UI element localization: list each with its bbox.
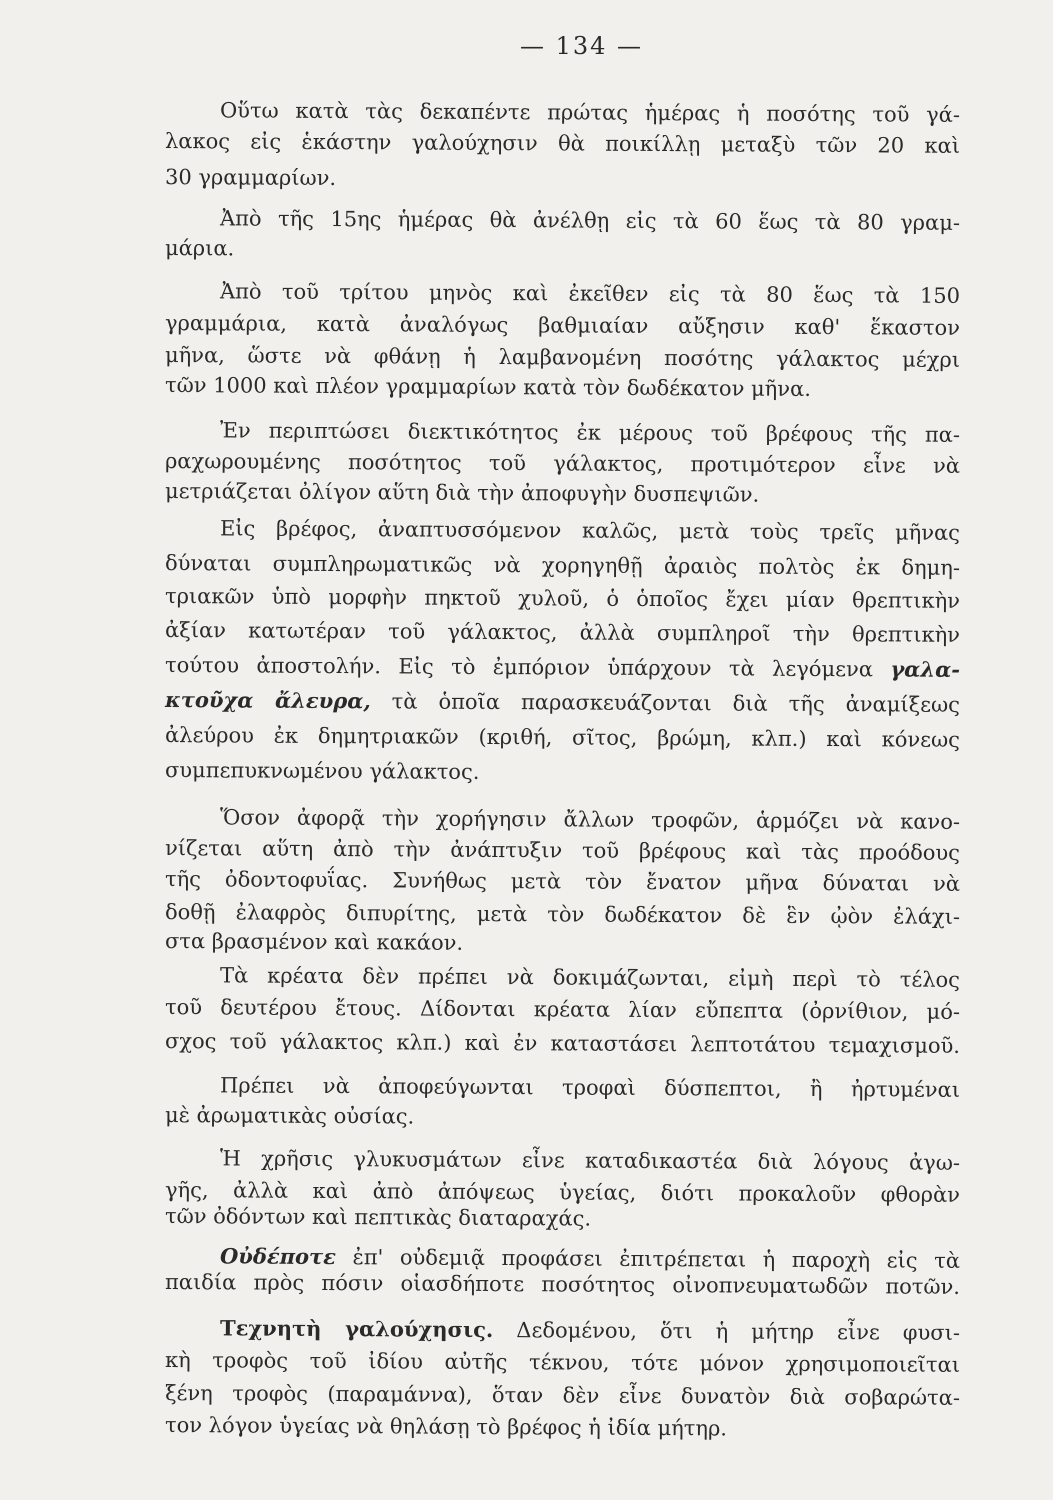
text-line	[165, 477, 960, 510]
text-line	[165, 96, 960, 129]
text-line	[165, 898, 960, 931]
line-text: νίζεται αὕτη ἀπὸ τὴν ἀνάπτυξιν τοῦ βρέφους καὶ τὰς προόδους	[164, 836, 961, 865]
text-line	[165, 961, 960, 994]
text-line	[165, 309, 960, 342]
text-line	[165, 1144, 960, 1177]
text-line	[165, 341, 960, 374]
text-line	[165, 1411, 960, 1444]
text-line	[165, 582, 960, 615]
line-text: κὴ τροφὸς τοῦ ἰδίου αὐτῆς τέκνου, τότε μόνον χρησιμοποιεῖται	[164, 1348, 961, 1377]
line-text: τον λόγον ὑγείας νὰ θηλάσῃ τὸ βρέφος ἡ ἰδία μήτηρ.	[164, 1413, 728, 1441]
text-line	[165, 163, 960, 196]
text-line	[165, 371, 960, 404]
emphasized-text: κτοῦχα ἄλευρα,	[164, 687, 371, 714]
text-line	[165, 416, 960, 449]
emphasized-text: γαλα-	[890, 656, 961, 682]
text-line	[165, 1101, 960, 1134]
text-line	[165, 651, 960, 684]
line-text: ἐπ' οὐδεμιᾷ προφάσει ἐπιτρέπεται ἡ παροχὴ εἰς τὰ	[335, 1245, 961, 1273]
text-line	[165, 514, 960, 547]
line-text: λακος εἰς ἑκάστην γαλούχησιν θὰ ποικίλλῃ μεταξὺ τῶν 20 καὶ	[164, 129, 961, 158]
line-text: γραμμάρια, κατὰ ἀναλόγως βαθμιαίαν αὔξησιν καθ' ἕκαστον	[164, 311, 961, 340]
line-text: τοῦ δευτέρου ἔτους. Δίδονται κρέατα λίαν εὔπεπτα (ὀρνίθιον, μό-	[164, 995, 961, 1024]
text-line	[165, 447, 960, 480]
emphasized-text: Τεχνητὴ γαλούχησις.	[219, 1315, 494, 1343]
line-text: Εἰς βρέφος, ἀναπτυσσόμενον καλῶς, μετὰ τοὺς τρεῖς μῆνας	[219, 516, 961, 545]
line-text: 30 γραμμαρίων.	[164, 165, 337, 191]
line-text: Πρέπει νὰ ἀποφεύγωνται τροφαὶ δύσπεπτοι, ἢ ἠρτυμέναι	[219, 1073, 961, 1102]
text-line	[165, 277, 960, 310]
text-line	[165, 721, 960, 754]
line-text: τὰ ὁποῖα παρασκευάζονται διὰ τῆς ἀναμίξεως	[370, 689, 961, 717]
line-text: τούτου ἀποστολήν. Εἰς τὸ ἐμπόριον ὑπάρχουν τὰ λεγόμενα	[164, 653, 891, 682]
line-text: μὲ ἀρωματικὰς οὐσίας.	[164, 1103, 415, 1129]
text-line	[165, 993, 960, 1026]
text-line	[165, 549, 960, 582]
line-text: μῆνα, ὥστε νὰ φθάνῃ ἡ λαμβανομένη ποσότης γάλακτος μέχρι	[164, 343, 961, 372]
line-text: Ἡ χρῆσις γλυκυσμάτων εἶνε καταδικαστέα διὰ λόγους ἀγω-	[219, 1146, 961, 1175]
line-text: δοθῇ ἐλαφρὸς διπυρίτης, μετὰ τὸν δωδέκατον δὲ ἓν ᾠὸν ἐλάχι-	[164, 900, 961, 929]
text-line	[165, 1071, 960, 1104]
text-line	[165, 1027, 960, 1060]
text-line	[165, 204, 960, 237]
line-text: παιδία πρὸς πόσιν οἱασδήποτε ποσότητος οἰνοπνευματωδῶν ποτῶν.	[164, 1270, 961, 1299]
line-text: συμπεπυκνωμένου γάλακτος.	[164, 758, 480, 784]
line-text: Ἀπὸ τῆς 15ης ἡμέρας θὰ ἀνέλθῃ εἰς τὰ 60 ἕως τὰ 80 γραμ-	[219, 206, 961, 235]
text-line	[165, 1202, 960, 1235]
line-text: ἀξίαν κατωτέραν τοῦ γάλακτος, ἀλλὰ συμπληροῖ τὴν θρεπτικὴν	[164, 618, 961, 647]
page-number: — 134 —	[519, 32, 644, 60]
line-text: σχος τοῦ γάλακτος κλπ.) καὶ ἐν καταστάσει λεπτοτάτου τεμαχισμοῦ.	[164, 1029, 961, 1058]
text-line	[165, 1379, 960, 1412]
line-text: στα βρασμένον καὶ κακάον.	[164, 929, 464, 955]
line-text: ραχωρουμένης ποσότητος τοῦ γάλακτος, προτιμότερον εἶνε νὰ	[164, 449, 961, 478]
text-line	[165, 865, 960, 898]
line-text: Δεδομένου, ὅτι ἡ μήτηρ εἶνε φυσι-	[493, 1318, 961, 1345]
line-text: ξένη τροφὸς (παραμάννα), ὅταν δὲν εἶνε δυνατὸν διὰ σοβαρώτα-	[164, 1381, 961, 1410]
text-line	[165, 686, 960, 719]
text-line	[165, 1314, 960, 1347]
line-text: μάρια.	[164, 236, 235, 261]
line-text: Ἐν περιπτώσει διεκτικότητος ἐκ μέρους τοῦ βρέφους τῆς πα-	[219, 418, 961, 447]
emphasized-text: Οὐδέποτε	[219, 1243, 336, 1270]
line-text: τῶν ὀδόντων καὶ πεπτικὰς διαταραχάς.	[164, 1204, 592, 1231]
text-line	[165, 1346, 960, 1379]
text-line	[165, 834, 960, 867]
text-line	[165, 127, 960, 160]
line-text: τριακῶν ὑπὸ μορφὴν πηκτοῦ χυλοῦ, ὁ ὁποῖος ἔχει μίαν θρεπτικὴν	[164, 584, 961, 613]
text-line	[165, 927, 960, 960]
line-text: γῆς, ἀλλὰ καὶ ἀπὸ ἀπόψεως ὑγείας, διότι προκαλοῦν φθορὰν	[164, 1178, 961, 1207]
text-line	[165, 1268, 960, 1301]
text-line	[165, 234, 960, 267]
line-text: Ἀπὸ τοῦ τρίτου μηνὸς καὶ ἐκεῖθεν εἰς τὰ 80 ἕως τὰ 150	[219, 279, 961, 308]
text-line	[165, 756, 960, 789]
line-text: Τὰ κρέατα δὲν πρέπει νὰ δοκιμάζωνται, εἰμὴ περὶ τὸ τέλος	[219, 963, 961, 992]
line-text: τῶν 1000 καὶ πλέον γραμμαρίων κατὰ τὸν δωδέκατον μῆνα.	[164, 373, 811, 401]
line-text: μετριάζεται ὀλίγον αὕτη διὰ τὴν ἀποφυγὴν δυσπεψιῶν.	[164, 479, 760, 507]
line-text: Ὅσον ἀφορᾷ τὴν χορήγησιν ἄλλων τροφῶν, ἁρμόζει νὰ κανο-	[219, 805, 961, 834]
line-text: ἀλεύρου ἐκ δημητριακῶν (κριθή, σῖτος, βρώμη, κλπ.) καὶ κόνεως	[164, 723, 961, 752]
line-text: δύναται συμπληρωματικῶς νὰ χορηγηθῇ ἀραιὸς πολτὸς ἐκ δημη-	[164, 551, 961, 580]
text-line	[165, 616, 960, 649]
text-line	[165, 803, 960, 836]
line-text: Οὕτω κατὰ τὰς δεκαπέντε πρώτας ἡμέρας ἡ ποσότης τοῦ γά-	[219, 98, 961, 127]
line-text: τῆς ὀδοντοφυΐας. Συνήθως μετὰ τὸν ἔνατον μῆνα δύναται νὰ	[164, 867, 961, 896]
